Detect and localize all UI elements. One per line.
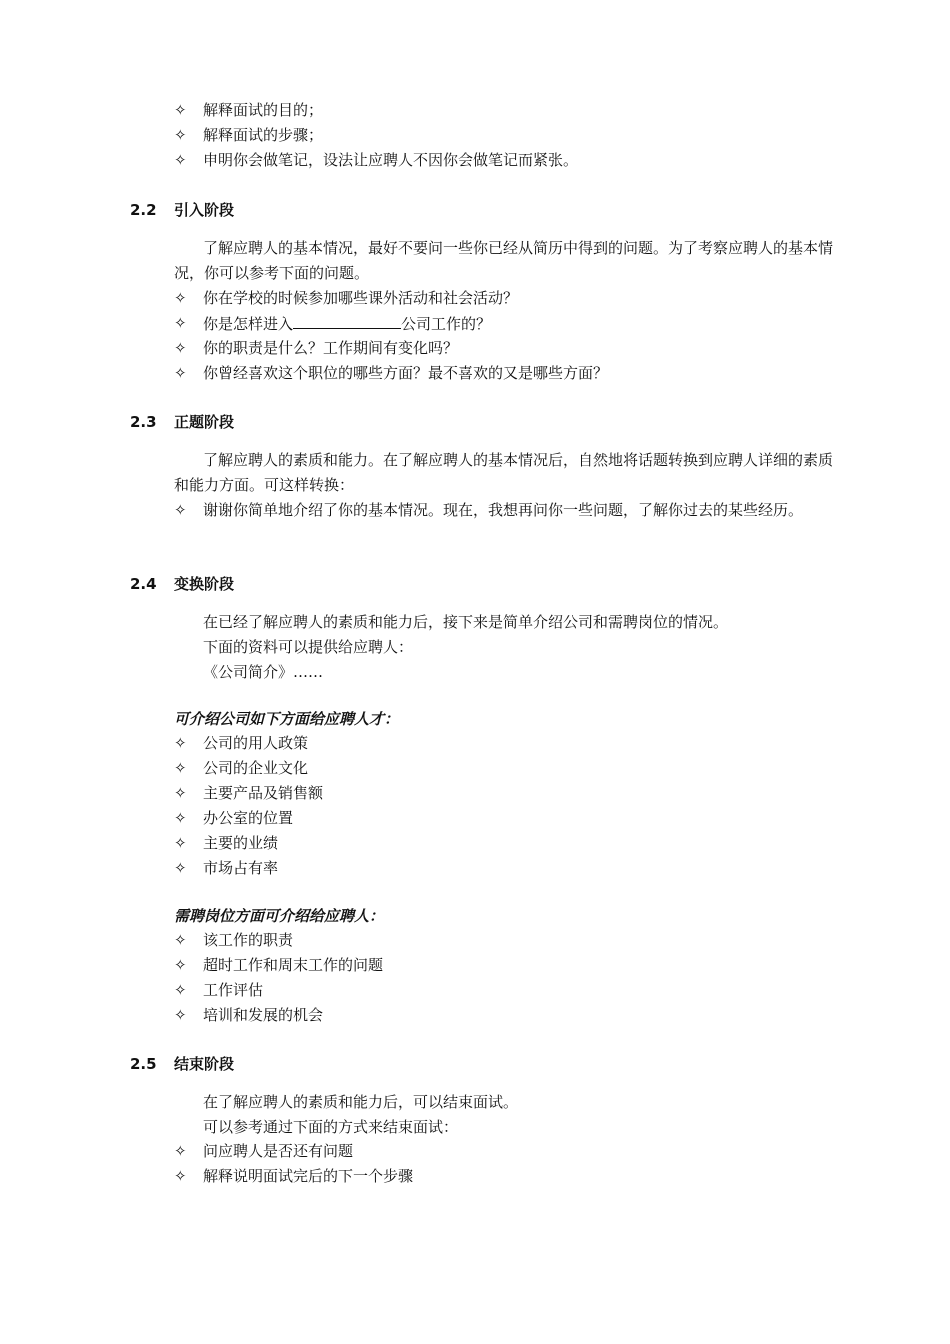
- question-text-before: 你是怎样进入: [203, 315, 294, 333]
- list-item-text: 超时工作和周末工作的问题: [203, 956, 384, 974]
- section-number: 2.4: [130, 575, 157, 593]
- paragraph: 了解应聘人的基本情况，最好不要问一些你已经从简历中得到的问题。为了考察应聘人的基本情况，你可以参考下面的问题。: [174, 239, 834, 282]
- paragraph-line: 《公司简介》……: [203, 663, 324, 681]
- list-item-text: 主要的业绩: [203, 834, 279, 852]
- list-item-text: 申明你会做笔记，设法让应聘人不因你会做笔记而紧张。: [203, 151, 579, 169]
- bullet-icon: ✧: [174, 1006, 187, 1024]
- list-item-text: 培训和发展的机会: [203, 1006, 324, 1024]
- bullet-icon: ✧: [174, 981, 187, 999]
- bullet-icon: ✧: [174, 289, 187, 307]
- list-item-text: 公司的用人政策: [203, 734, 309, 752]
- list-item-text: 主要产品及销售额: [203, 784, 324, 802]
- list-item-text: 你在学校的时候参加哪些课外活动和社会活动？: [203, 289, 519, 307]
- bullet-icon: ✧: [174, 931, 187, 949]
- subheading-company: 可介绍公司如下方面给应聘人才：: [174, 710, 400, 728]
- list-item-text: 市场占有率: [203, 859, 279, 877]
- section-title: 变换阶段: [174, 575, 235, 593]
- bullet-icon: ✧: [174, 101, 187, 119]
- question-text-after: 公司工作的？: [401, 315, 492, 333]
- list-item-text: 解释面试的目的；: [203, 101, 324, 119]
- list-item-text: 该工作的职责: [203, 931, 294, 949]
- bullet-icon: ✧: [174, 126, 187, 144]
- section-number: 2.2: [130, 201, 157, 219]
- paragraph-line: 下面的资料可以提供给应聘人：: [203, 638, 414, 656]
- list-item-text: 工作评估: [203, 981, 264, 999]
- fill-in-blank: [293, 311, 401, 329]
- paragraph: 了解应聘人的素质和能力。在了解应聘人的基本情况后，自然地将话题转换到应聘人详细的素质和能力方面。可这样转换：: [174, 451, 834, 494]
- list-item-text: [203, 311, 843, 337]
- list-item-text: 谢谢你简单地介绍了你的基本情况。现在，我想再问你一些问题，了解你过去的某些经历。: [203, 501, 804, 519]
- bullet-icon: ✧: [174, 809, 187, 827]
- list-item-text: 问应聘人是否还有问题: [203, 1142, 354, 1160]
- paragraph-line: 可以参考通过下面的方式来结束面试：: [203, 1118, 459, 1136]
- paragraph-line: 在了解应聘人的素质和能力后，可以结束面试。: [203, 1093, 519, 1111]
- bullet-icon: ✧: [174, 1142, 187, 1160]
- subheading-job: 需聘岗位方面可介绍给应聘人：: [174, 907, 385, 925]
- section-title: 正题阶段: [174, 413, 235, 431]
- bullet-icon: ✧: [174, 1167, 187, 1185]
- bullet-icon: ✧: [174, 859, 187, 877]
- list-item-text: 解释面试的步骤；: [203, 126, 324, 144]
- bullet-icon: ✧: [174, 759, 187, 777]
- bullet-icon: ✧: [174, 339, 187, 357]
- bullet-icon: ✧: [174, 956, 187, 974]
- section-number: 2.3: [130, 413, 157, 431]
- list-item-text: 办公室的位置: [203, 809, 294, 827]
- bullet-icon: ✧: [174, 784, 187, 802]
- section-title: 引入阶段: [174, 201, 235, 219]
- bullet-icon: ✧: [174, 734, 187, 752]
- bullet-icon: ✧: [174, 501, 187, 519]
- bullet-icon: ✧: [174, 834, 187, 852]
- list-item-text: 你的职责是什么？工作期间有变化吗？: [203, 339, 459, 357]
- bullet-icon: ✧: [174, 364, 187, 382]
- bullet-icon: ✧: [174, 314, 187, 332]
- section-title: 结束阶段: [174, 1055, 235, 1073]
- list-item-text: 解释说明面试完后的下一个步骤: [203, 1167, 414, 1185]
- list-item-text: 公司的企业文化: [203, 759, 309, 777]
- paragraph-line: 在已经了解应聘人的素质和能力后，接下来是简单介绍公司和需聘岗位的情况。: [203, 613, 729, 631]
- section-number: 2.5: [130, 1055, 157, 1073]
- list-item-text: 你曾经喜欢这个职位的哪些方面？最不喜欢的又是哪些方面？: [203, 364, 609, 382]
- bullet-icon: ✧: [174, 151, 187, 169]
